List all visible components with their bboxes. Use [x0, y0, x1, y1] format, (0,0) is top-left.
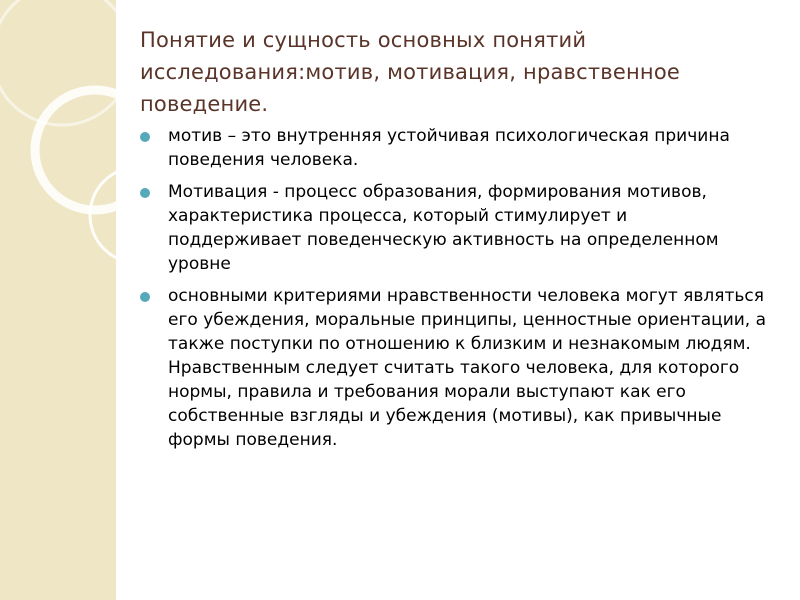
slide-content: [140, 24, 780, 460]
bullet-text: Мотивация - процесс образования, формирования мотивов, характеристика процесса, который стимулирует и поддерживает поведенческую активность на определенном уровне: [168, 182, 719, 274]
slide-title: Понятие и сущность основных понятий исследования:мотив, мотивация, нравственное поведение.: [140, 28, 681, 116]
bullet-item: [140, 180, 780, 276]
bullet-item: [140, 284, 780, 452]
decorative-ring-1: [0, 0, 132, 125]
bullet-text: мотив – это внутренняя устойчивая психологическая причина поведения человека.: [168, 126, 730, 170]
bullet-dot-icon: [140, 188, 150, 198]
bullet-item: [140, 124, 780, 172]
bullet-dot-icon: [140, 292, 150, 302]
bullet-text: основными критериями нравственности человека могут являться его убеждения, моральные принципы, ценностные ориентации, а также поступки по отношению к близким и незнакомым людям. Нравственным следует считать такого человека, для которого нормы, правила и требования морали выступают как его собственные взгляды и убеждения (мотивы), как привычные формы поведения.: [168, 286, 767, 450]
bullet-list: [140, 124, 780, 452]
bullet-dot-icon: [140, 132, 150, 142]
